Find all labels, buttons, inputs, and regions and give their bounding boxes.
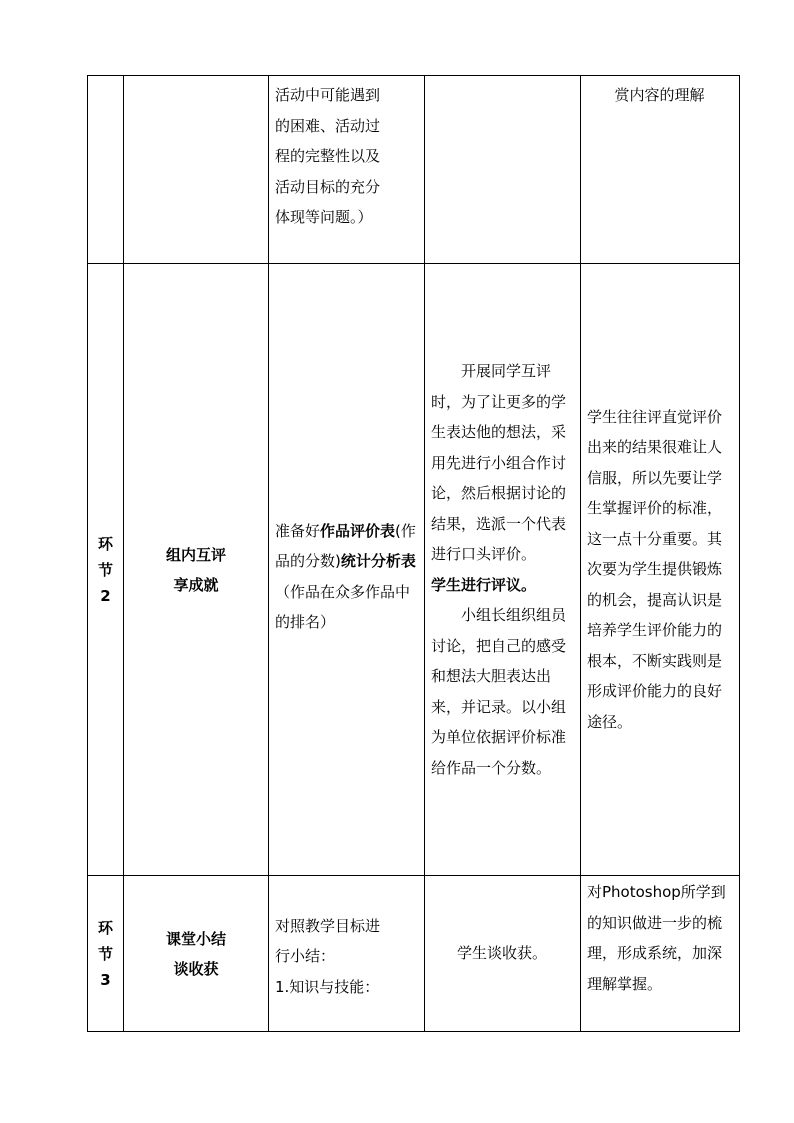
bold-text-run: 统计分析表 bbox=[340, 552, 416, 570]
teacher-activity-cell bbox=[269, 264, 425, 876]
cell-text: 对Photoshop所学到的知识做进一步的梳理，形成系统，加深理解掌握。 bbox=[587, 883, 726, 993]
cell-line: 程的完整性以及 bbox=[275, 147, 381, 165]
stage-number: 2 bbox=[100, 586, 111, 605]
text-run: 准备好 bbox=[275, 521, 321, 540]
cell-line: 活动目标的充分 bbox=[275, 177, 381, 196]
cell-text: 赏内容的理解 bbox=[614, 86, 705, 104]
design-intent-cell bbox=[581, 76, 740, 264]
stage-char: 节 bbox=[97, 560, 113, 579]
teacher-activity-cell bbox=[269, 76, 425, 264]
stage-title-cell bbox=[124, 876, 269, 1032]
stage-char: 环 bbox=[97, 918, 113, 937]
table-row bbox=[88, 876, 740, 1032]
table-row bbox=[88, 264, 740, 876]
stage-title-line: 组内互评 bbox=[165, 545, 226, 564]
stage-cell bbox=[88, 876, 124, 1032]
bold-text-run: 作品评价表 bbox=[320, 521, 396, 540]
student-activity-cell bbox=[425, 264, 581, 876]
stage-title-cell bbox=[124, 264, 269, 876]
lesson-plan-table bbox=[87, 75, 740, 1032]
cell-line: 体现等问题。） bbox=[275, 208, 373, 226]
cell-line: 对照教学目标进 bbox=[275, 916, 381, 935]
stage-title-line: 课堂小结 bbox=[165, 929, 226, 948]
cell-text: 学生往往评直觉评价出来的结果很难让人信服，所以先要让学生掌握评价的标准，这一点十分重要。其次要为学生提供锻炼的机会，提高认识是培养学生评价能力的根本，不断实践则是形成评价能力的良好途径。 bbox=[587, 407, 723, 731]
cell-paragraph: 开展同学互评时，为了让更多的学生表达他的想法，采用先进行小组合作讨论，然后根据讨论的结果，选派一个代表进行口头评价。 bbox=[431, 362, 567, 563]
cell-paragraph: 小组长组织组员讨论，把自己的感受和想法大胆表达出来，并记录。以小组为单位依据评价标准给作品一个分数。 bbox=[431, 606, 567, 777]
teacher-activity-cell bbox=[269, 876, 425, 1032]
text-run: (作品的分数) bbox=[275, 521, 416, 570]
text-run: （作品在众多作品中的排名） bbox=[275, 582, 411, 631]
cell-line: 的困难、活动过 bbox=[275, 116, 381, 135]
stage-cell bbox=[88, 76, 124, 264]
design-intent-cell bbox=[581, 876, 740, 1032]
table-row bbox=[88, 76, 740, 264]
stage-title-line: 享成就 bbox=[173, 575, 219, 594]
cell-line: 行小结： bbox=[275, 947, 336, 966]
student-activity-cell bbox=[425, 76, 581, 264]
cell-text: 学生谈收获。 bbox=[456, 944, 547, 963]
stage-title-cell bbox=[124, 76, 269, 264]
stage-title-line: 谈收获 bbox=[173, 959, 219, 978]
cell-paragraph-bold: 学生进行评议。 bbox=[431, 575, 537, 594]
cell-line: 活动中可能遇到 bbox=[275, 86, 381, 104]
stage-cell bbox=[88, 264, 124, 876]
stage-char: 节 bbox=[97, 944, 113, 963]
student-activity-cell bbox=[425, 876, 581, 1032]
design-intent-cell bbox=[581, 264, 740, 876]
stage-char: 环 bbox=[97, 534, 113, 553]
cell-line: 1.知识与技能： bbox=[275, 977, 380, 996]
stage-number: 3 bbox=[100, 970, 111, 989]
cell-text bbox=[269, 502, 424, 638]
